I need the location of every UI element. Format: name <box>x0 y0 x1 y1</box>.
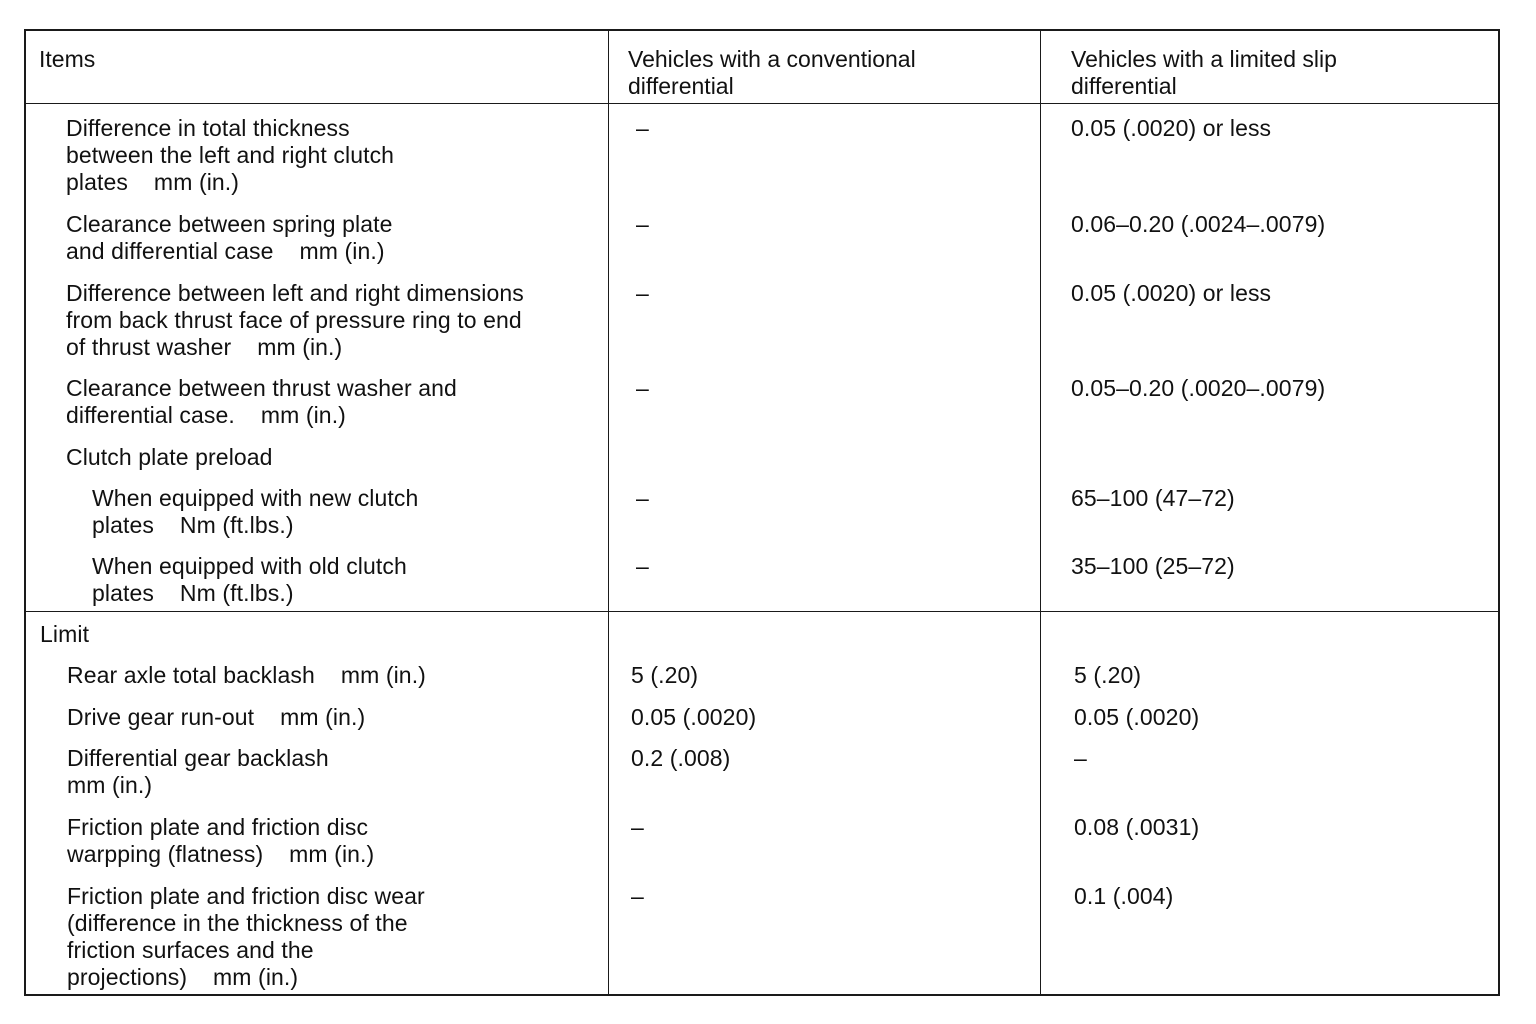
limit-row-2-conventional: 0.05 (.0020) <box>631 704 757 730</box>
row-7-conventional: – <box>636 553 649 579</box>
row-4-limited-slip: 0.05–0.20 (.0020–.0079) <box>1071 375 1326 401</box>
limit-section-divider <box>26 611 1498 612</box>
row-7-limited-slip: 35–100 (25–72) <box>1071 553 1235 579</box>
row-7-item: When equipped with old clutch plates Nm (ft.lbs.) <box>92 553 407 606</box>
row-1-conventional: – <box>636 115 649 141</box>
row-2-limited-slip: 0.06–0.20 (.0024–.0079) <box>1071 211 1326 237</box>
row-3-item: Difference between left and right dimensions from back thrust face of pressure ring to end of thrust washer mm (in.) <box>66 280 524 360</box>
limit-row-1-item: Rear axle total backlash mm (in.) <box>67 662 426 688</box>
row-2-conventional: – <box>636 211 649 237</box>
row-3-conventional: – <box>636 280 649 306</box>
row-1-item: Difference in total thickness between the left and right clutch plates mm (in.) <box>66 115 395 195</box>
limit-row-5-limited-slip: 0.1 (.004) <box>1074 883 1174 909</box>
limit-row-1-limited-slip: 5 (.20) <box>1074 662 1142 688</box>
limit-row-3-limited-slip: – <box>1074 745 1087 771</box>
limit-section-label: Limit <box>40 621 90 647</box>
limit-row-2-item: Drive gear run-out mm (in.) <box>67 704 366 730</box>
header-items: Items <box>39 46 96 72</box>
limit-row-2-limited-slip: 0.05 (.0020) <box>1074 704 1200 730</box>
row-1-limited-slip: 0.05 (.0020) or less <box>1071 115 1272 141</box>
limit-row-4-limited-slip: 0.08 (.0031) <box>1074 814 1200 840</box>
row-2-item: Clearance between spring plate and differential case mm (in.) <box>66 211 393 264</box>
column-divider-2 <box>1040 31 1041 994</box>
limit-row-4-item: Friction plate and friction disc warpping (flatness) mm (in.) <box>67 814 375 867</box>
row-4-item: Clearance between thrust washer and differential case. mm (in.) <box>66 375 457 428</box>
row-6-item: When equipped with new clutch plates Nm (ft.lbs.) <box>92 485 419 538</box>
row-6-conventional: – <box>636 485 649 511</box>
spec-table <box>24 29 1500 996</box>
header-limited-slip: Vehicles with a limited slip differential <box>1071 46 1337 99</box>
row-4-conventional: – <box>636 375 649 401</box>
limit-row-3-item: Differential gear backlash mm (in.) <box>67 745 329 798</box>
limit-row-3-conventional: 0.2 (.008) <box>631 745 731 771</box>
limit-row-4-conventional: – <box>631 814 644 840</box>
column-divider-1 <box>608 31 609 994</box>
header-divider <box>26 103 1498 104</box>
row-6-limited-slip: 65–100 (47–72) <box>1071 485 1235 511</box>
row-3-limited-slip: 0.05 (.0020) or less <box>1071 280 1272 306</box>
row-5-item: Clutch plate preload <box>66 444 273 470</box>
limit-row-5-item: Friction plate and friction disc wear (difference in the thickness of the friction surfaces and the projections) mm (in.) <box>67 883 425 990</box>
limit-row-1-conventional: 5 (.20) <box>631 662 699 688</box>
header-conventional: Vehicles with a conventional differential <box>628 46 916 99</box>
limit-row-5-conventional: – <box>631 883 644 909</box>
